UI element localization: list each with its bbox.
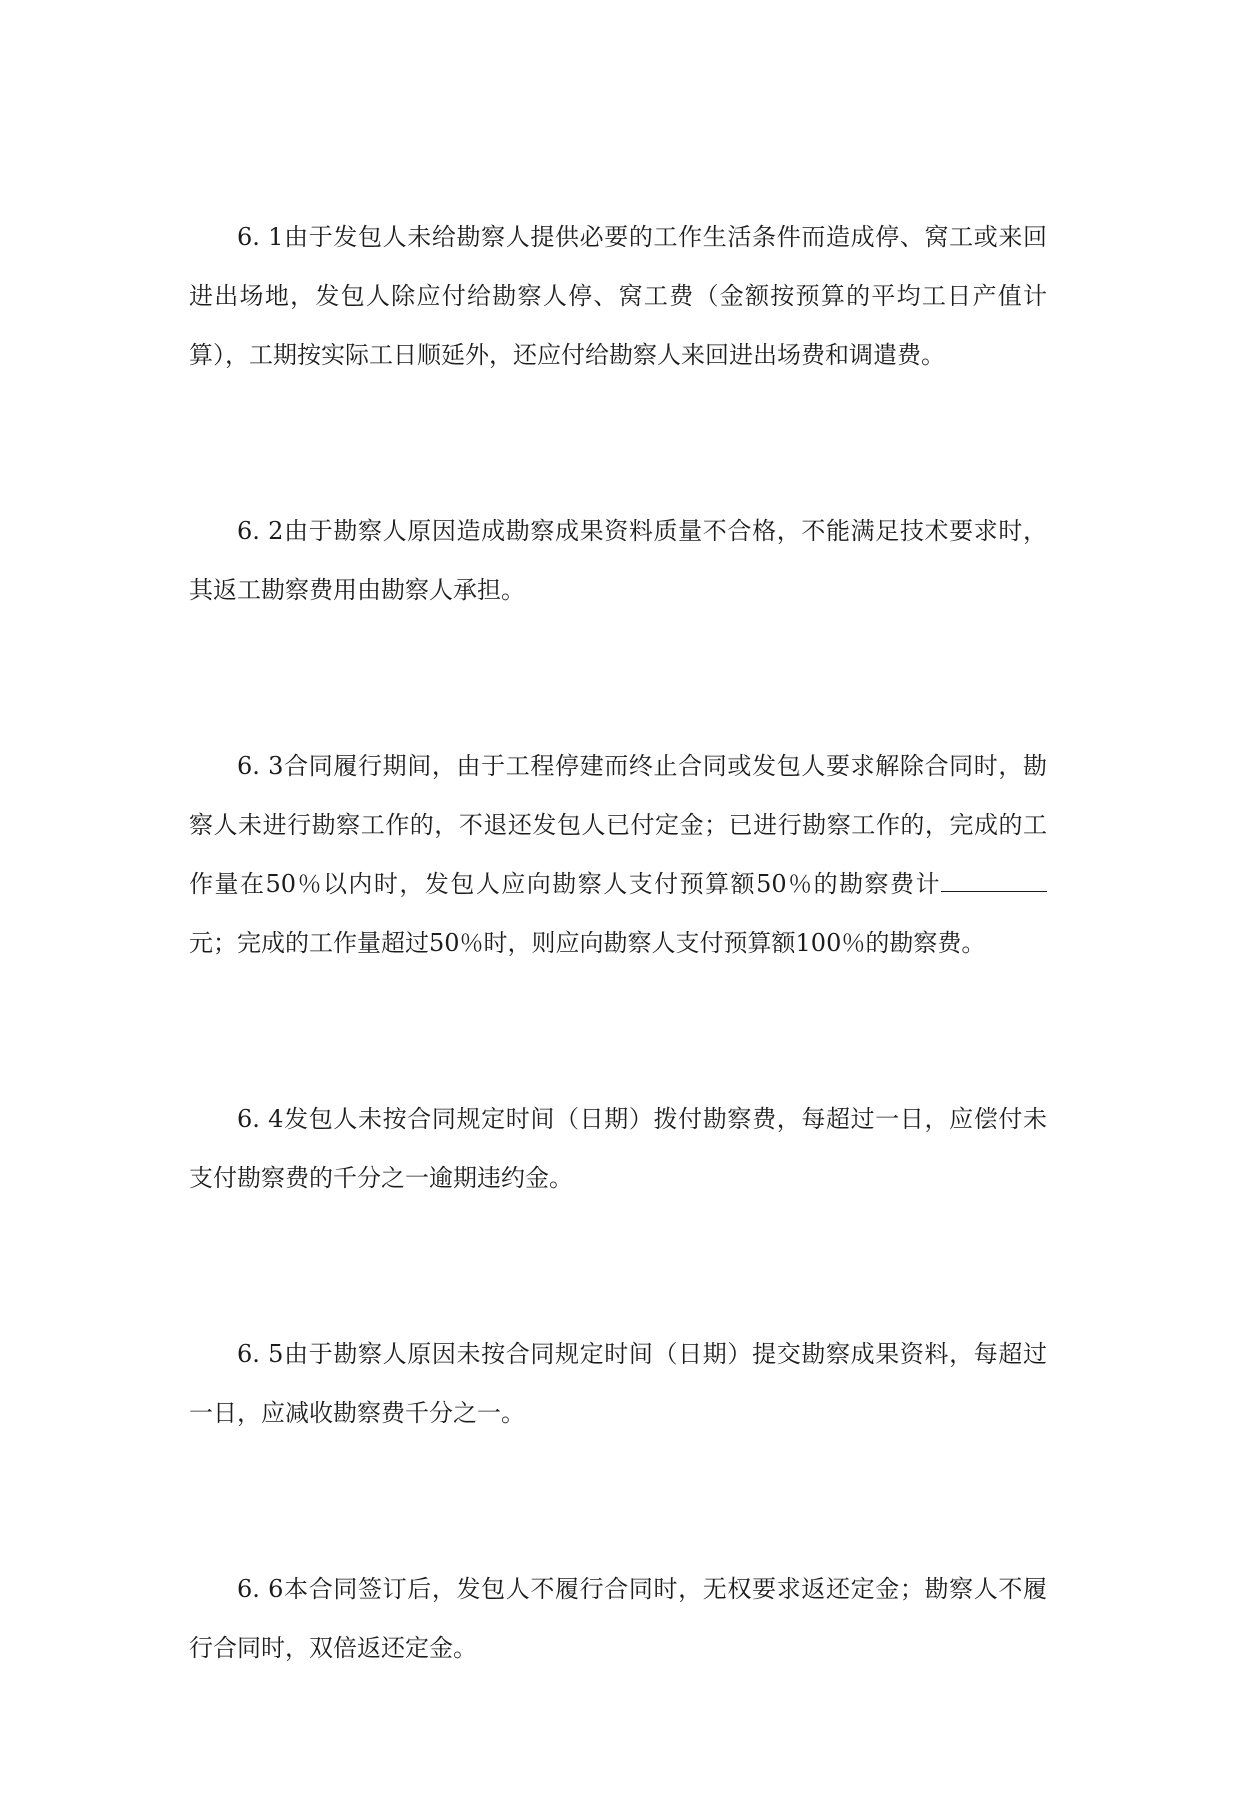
clause-6-6 <box>189 1560 1047 1678</box>
clause-number: 6. 2 <box>237 517 284 545</box>
clause-text: 由于发包人未给勘察人提供必要的工作生活条件而造成停、窝工或来回进出场地，发包人除应付给勘察人停、窝工费（金额按预算的平均工日产值计算），工期按实际工日顺延外，还应付给勘察人来回进出场费和调遣费。 <box>189 223 1048 369</box>
clause-list <box>189 208 1047 1795</box>
clause-number: 6. 4 <box>237 1105 284 1133</box>
amount-blank-line <box>941 871 1047 892</box>
clause-6-3 <box>189 737 1047 973</box>
clause-text: 本合同签订后，发包人不履行合同时，无权要求返还定金；勘察人不履行合同时，双倍返还定金。 <box>189 1575 1048 1662</box>
clause-6-4 <box>189 1090 1047 1208</box>
clause-text: 由于勘察人原因造成勘察成果资料质量不合格，不能满足技术要求时，其返工勘察费用由勘察人承担。 <box>189 517 1048 604</box>
clause-text-after-blank: 元；完成的工作量超过50％时，则应向勘察人支付预算额100％的勘察费。 <box>189 929 986 957</box>
clause-6-2 <box>189 502 1047 620</box>
clause-6-5 <box>189 1325 1047 1443</box>
clause-number: 6. 3 <box>237 752 284 780</box>
clause-text: 由于勘察人原因未按合同规定时间（日期）提交勘察成果资料，每超过一日，应减收勘察费千分之一。 <box>189 1340 1048 1427</box>
clause-text-before-blank: 合同履行期间，由于工程停建而终止合同或发包人要求解除合同时，勘察人未进行勘察工作的，不退还发包人已付定金；已进行勘察工作的，完成的工作量在50％以内时，发包人应向勘察人支付预算额50％的勘察费计 <box>189 752 1048 898</box>
clause-number: 6. 6 <box>237 1575 284 1603</box>
clause-number: 6. 5 <box>237 1340 284 1368</box>
clause-6-1 <box>189 208 1047 385</box>
clause-text: 发包人未按合同规定时间（日期）拨付勘察费，每超过一日，应偿付未支付勘察费的千分之一逾期违约金。 <box>189 1105 1048 1192</box>
clause-number: 6. 1 <box>237 223 284 251</box>
